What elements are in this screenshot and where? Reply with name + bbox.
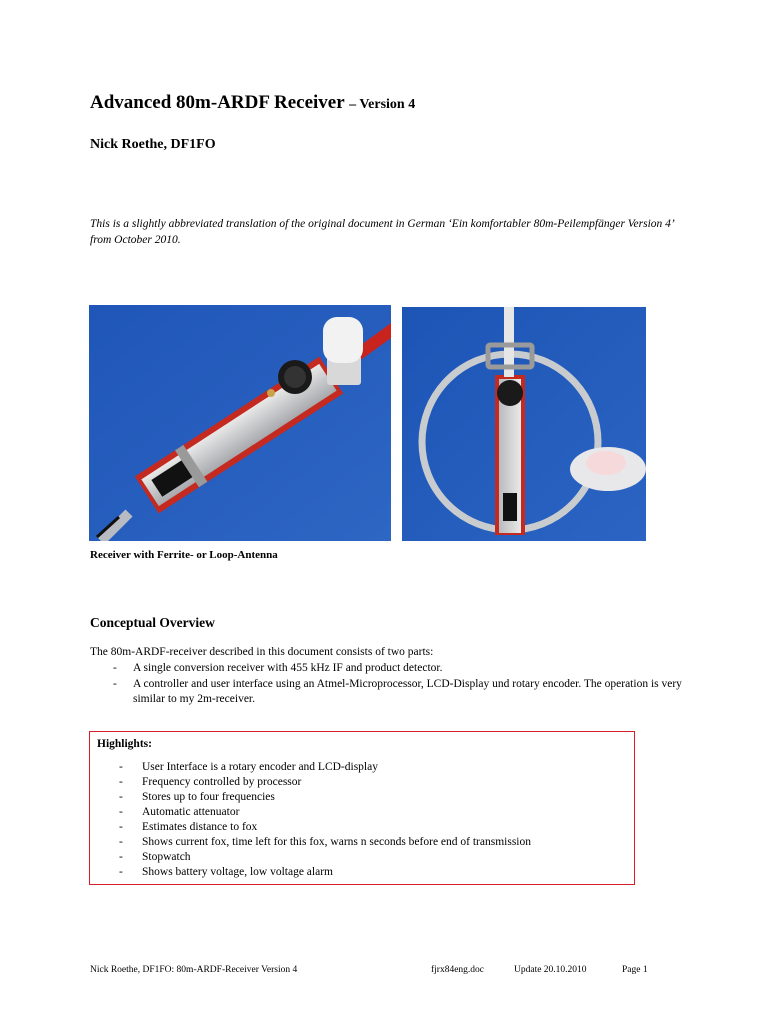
list-item: [97, 760, 627, 775]
footer-filename: fjrx84eng.doc: [431, 965, 485, 975]
highlights-title: Highlights:: [97, 738, 152, 750]
list-item-text: A controller and user interface using an Atmel-Microprocessor, LCD-Display und rotary encoder. The operation is very similar to my 2m-receiver.: [133, 677, 682, 705]
dash-marker: -: [119, 761, 123, 773]
dash-marker: -: [119, 806, 123, 818]
list-item: [97, 850, 627, 865]
list-item-text: Shows current fox, time left for this fox, warns n seconds before end of transmission: [142, 836, 532, 848]
highlights-list: [97, 760, 627, 880]
title-version: – Version 4: [349, 97, 416, 112]
intro-paragraph: This is a slightly abbreviated translation of the original document in German ‘Ein komfortabler 80m-Peilempfänger Version 4’ from October 2010.: [90, 218, 674, 246]
overview-lead: The 80m-ARDF-receiver described in this document consists of two parts:: [90, 646, 434, 658]
list-item: [90, 677, 690, 708]
overview-list: [90, 661, 690, 708]
dash-marker: -: [119, 821, 123, 833]
document-title: [90, 92, 415, 114]
list-item: [97, 805, 627, 820]
list-item: [97, 835, 627, 850]
list-item-text: Frequency controlled by processor: [142, 776, 302, 788]
dash-marker: -: [119, 791, 123, 803]
list-item: [97, 790, 627, 805]
list-item: [90, 661, 690, 677]
section-heading: Conceptual Overview: [90, 615, 215, 630]
author-line: Nick Roethe, DF1FO: [90, 137, 216, 152]
list-item: [97, 865, 627, 880]
dash-marker: -: [119, 851, 123, 863]
footer-page-number: Page 1: [622, 965, 648, 975]
list-item-text: Automatic attenuator: [142, 806, 240, 818]
dash-marker: -: [119, 836, 123, 848]
dash-marker: -: [113, 677, 117, 690]
dash-marker: -: [113, 662, 117, 674]
dash-marker: -: [119, 776, 123, 788]
footer-author: Nick Roethe, DF1FO: 80m-ARDF-Receiver Version 4: [90, 965, 298, 975]
list-item-text: Stopwatch: [142, 851, 191, 863]
list-item-text: Shows battery voltage, low voltage alarm: [142, 866, 333, 878]
list-item: [97, 820, 627, 835]
list-item: [97, 775, 627, 790]
footer-update: Update 20.10.2010: [514, 965, 587, 975]
title-main: Advanced 80m-ARDF Receiver: [90, 92, 345, 113]
list-item-text: A single conversion receiver with 455 kHz IF and product detector.: [133, 662, 443, 674]
photo-receiver-loop: [402, 307, 646, 541]
dash-marker: -: [119, 866, 123, 878]
list-item-text: Estimates distance to fox: [142, 821, 258, 833]
list-item-text: Stores up to four frequencies: [142, 791, 275, 803]
figure-caption: Receiver with Ferrite- or Loop-Antenna: [90, 549, 278, 561]
photo-receiver-ferrite: [89, 305, 391, 541]
list-item-text: User Interface is a rotary encoder and LCD-display: [142, 761, 378, 773]
